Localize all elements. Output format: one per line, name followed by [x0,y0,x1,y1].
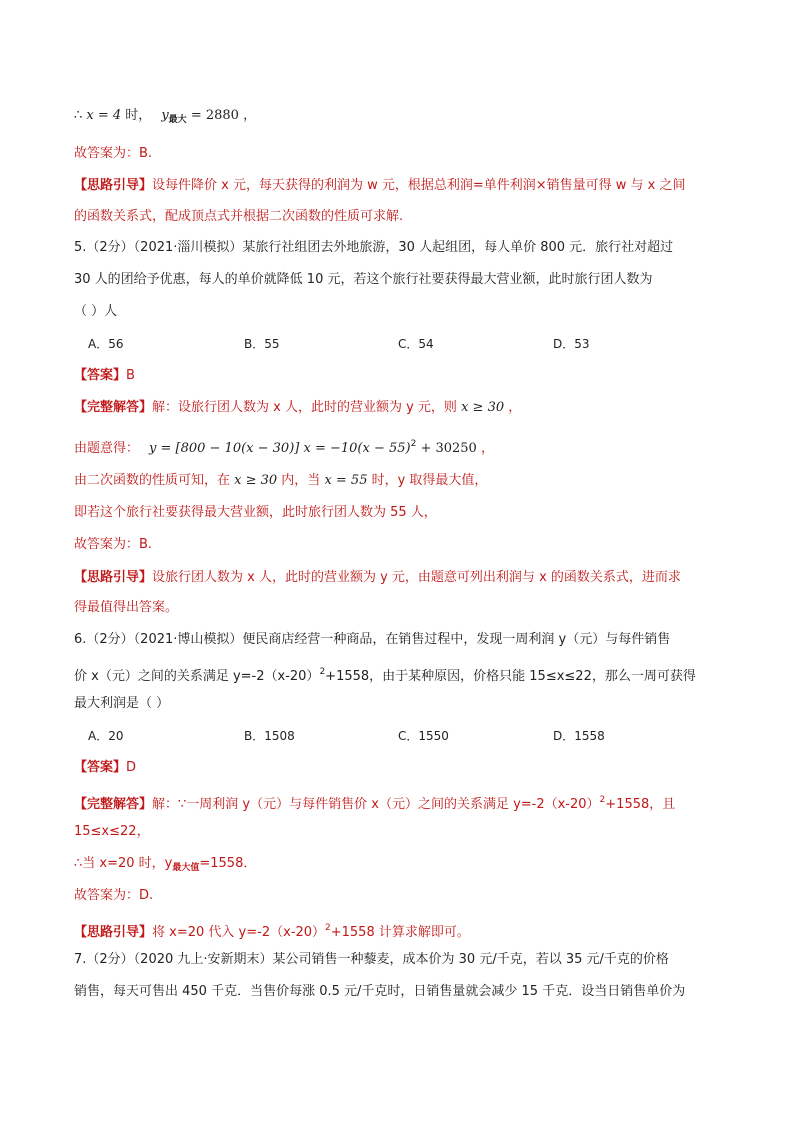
question-7-line: 销售，每天可售出 450 千克．当售价每涨 0.5 元/千克时，日销售量就会减少 15 千克．设当日销售单价为 [74,984,686,999]
math-expression: y = [800 − 10(x − 30)] x = −10(x − 55) [149,441,411,456]
answer-conclusion: 故答案为：D. [74,888,154,903]
option-b: B．1508 [244,729,295,743]
text: 由二次函数的性质可知，在 [74,473,235,488]
question-5-line: 5.（2分）（2021·淄川模拟）某旅行社组团去外地旅游，30 人起组团，每人单价 800 元．旅行社对超过 [74,240,674,255]
math-expression: x = 4 [86,108,122,123]
solution-line: 15≤x≤22， [74,824,150,839]
answer-tag: 【答案】 [74,368,127,383]
text: 由题意得： [74,441,140,456]
answer-line [74,366,724,386]
hint-tag: 【思路引导】 [74,925,153,940]
hint-text: 将 x=20 代入 y=-2（x-20） [152,925,326,940]
option-c: C．1550 [398,729,449,743]
option-d: D．53 [553,337,590,351]
hint-text: +1558 计算求解即可。 [330,925,470,940]
solution-line [74,471,724,491]
option-a: A．56 [88,337,124,351]
hint-text: 设旅行团人数为 x 人，此时的营业额为 y 元，由题意可列出利润与 x 的函数关系式，进而求 [152,570,681,585]
math-expression: x ≥ 30 [234,473,278,488]
math-expression: x ≥ 30 [461,400,505,415]
text: 价 x（元）之间的关系满足 y=-2（x-20） [74,669,320,684]
solution-line [74,398,724,418]
text: 内，当 [277,473,325,488]
answer-value: D [126,760,137,775]
superscript: 2 [599,795,606,805]
option-a: A．20 [88,729,124,743]
text: +1558，由于某种原因，价格只能 15≤x≤22，那么一周可获得 [325,669,696,684]
option-c: C．54 [398,337,434,351]
question-6-line: 6.（2分）（2021·博山模拟）便民商店经营一种商品，在销售过程中，发现一周利润 y（元）与每件销售 [74,632,671,647]
solution-tag: 【完整解答】 [74,797,153,812]
answer-tag: 【答案】 [74,760,127,775]
subscript: 最大值 [172,863,200,873]
answer-line [74,758,724,778]
question-5-line: 30 人的团给予优惠，每人的单价就降低 10 元，若这个旅行社要获得最大营业额，此时旅行团人数为 [74,272,653,287]
text: =1558． [199,856,257,871]
superscript: 2 [319,667,326,677]
hint-line: 的函数关系式，配成顶点式并根据二次函数的性质可求解. [74,209,404,224]
solution-line [74,854,724,878]
solution-line: 即若这个旅行社要获得最大营业额，此时旅行团人数为 55 人， [74,505,437,520]
option-b: B．55 [244,337,280,351]
hint-line: 得最值得出答案。 [74,600,179,615]
hint-tag: 【思路引导】 [74,570,153,585]
therefore-symbol: ∴ [74,108,87,123]
hint-line [74,918,724,943]
text: ， [504,400,522,415]
answer-conclusion: 故答案为：B. [74,537,153,552]
text: ， [476,441,494,456]
text: 时，y 取得最大值， [367,473,488,488]
text: +1558，且 [605,797,676,812]
conclusion-line [74,106,724,130]
hint-tag: 【思路引导】 [74,178,153,193]
math-expression: + 30250 [416,441,477,456]
math-expression: = 2880 [186,108,239,123]
solution-tag: 【完整解答】 [74,400,153,415]
text: 解：∵一周利润 y（元）与每件销售价 x（元）之间的关系满足 y=-2（x-20） [152,797,600,812]
text: 解：设旅行团人数为 x 人，此时的营业额为 y 元，则 [152,400,462,415]
subscript: 最大 [168,115,187,125]
hint-line [74,176,724,196]
question-7-line: 7.（2分）（2020 九上·安新期末）某公司销售一种藜麦，成本价为 30 元/千克，若以 35 元/千克的价格 [74,952,669,967]
text: 时， [121,108,152,123]
answer-conclusion: 故答案为：B. [74,146,153,161]
hint-text: 设每件降价 x 元，每天获得的利润为 w 元，根据总利润=单件利润×销售量可得 w 与 x 之间 [152,178,686,193]
superscript: 2 [410,439,417,449]
text: ∴当 x=20 时，y [74,856,173,871]
text: ， [238,108,257,123]
option-d: D．1558 [553,729,605,743]
superscript: 2 [325,923,331,933]
hint-line [74,568,724,588]
answer-value: B [126,368,135,383]
solution-line [74,434,724,459]
math-expression: x = 55 [324,473,368,488]
question-5-line: （ ）人 [74,304,118,319]
question-6-line: 最大利润是（ ） [74,696,170,711]
math-variable: y [161,108,169,123]
solution-line [74,790,724,815]
question-6-line [74,662,724,687]
